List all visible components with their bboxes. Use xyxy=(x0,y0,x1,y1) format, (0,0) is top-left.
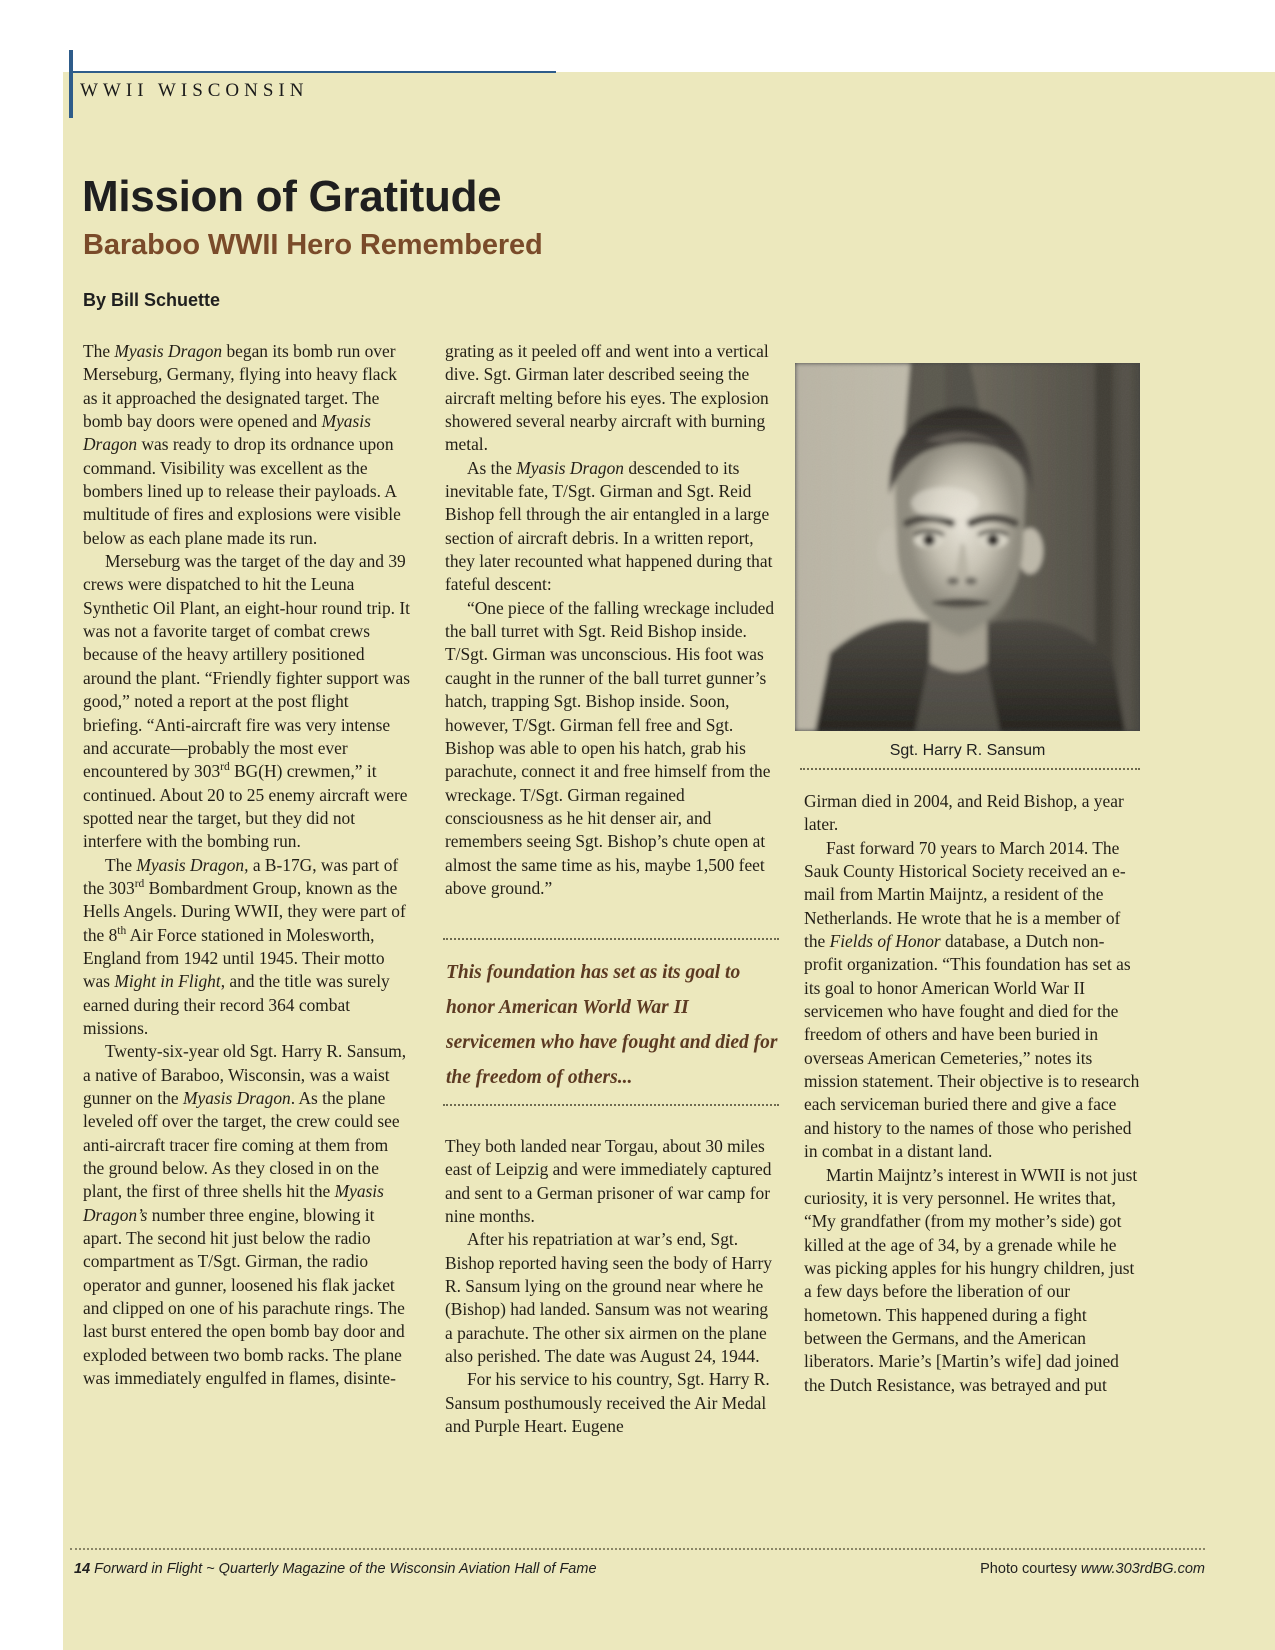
body-paragraph: Twenty-six-year old Sgt. Harry R. Sansum, a native of Baraboo, Wisconsin, was a waist gunner on the Myasis Dragon. As the plane leveled off over the target, the crew could see anti-aircraft tracer fire coming at them from the ground below. As they closed in on the plant, the first of three shells hit the Myasis Dragon’s number three engine, blowing it apart. The second hit just below the radio compartment as T/Sgt. Girman, the radio operator and gunner, loosened his flak jacket and clipped on one of his parachute rings. The last burst entered the open bomb bay door and exploded between two bomb racks. The plane was immediately engulfed in flames, disinte- xyxy=(83,1041,407,1389)
body-paragraph: grating as it peeled off and went into a vertical dive. Sgt. Girman later described seeing the aircraft melting before his eyes. The explosion showered several nearby aircraft with burning metal. xyxy=(445,341,769,455)
body-paragraph: For his service to his country, Sgt. Harry R. Sansum posthumously received the Air Medal and Purple Heart. Eugene xyxy=(445,1369,770,1437)
body-paragraph: They both landed near Torgau, about 30 miles east of Leipzig and were immediately captured and sent to a German prisoner of war camp for nine months. xyxy=(445,1136,772,1227)
photo-caption: Sgt. Harry R. Sansum xyxy=(889,742,1046,759)
section-kicker: WWII WISCONSIN xyxy=(80,80,309,101)
body-column-2-lower xyxy=(445,1135,777,1438)
body-paragraph: Girman died in 2004, and Reid Bishop, a year later. xyxy=(804,791,1124,835)
pullquote: This foundation has set as its goal to honor American World War II servicemen who have fought and died for the freedom of others... xyxy=(446,962,778,1088)
byline: By Bill Schuette xyxy=(83,290,221,310)
footer-credit-prefix: Photo courtesy xyxy=(980,1561,1081,1577)
footer-page-number: 14 xyxy=(74,1561,91,1577)
body-column-2-upper xyxy=(445,340,777,900)
body-paragraph: Fast forward 70 years to March 2014. The Sauk County Historical Society received an e-mail from Martin Maijntz, a resident of the Netherlands. He wrote that he is a member of the Fields of Honor database, a Dutch non-profit organization. “This foundation has set as its goal to honor American World War II servicemen who have fought and died for the freedom of others and have been buried in overseas American Cemeteries,” notes its mission statement. Their objective is to research each serviceman buried there and give a face and history to the names of those who perished in combat in a distant land. xyxy=(804,837,1140,1162)
body-paragraph: As the Myasis Dragon descended to its inevitable fate, T/Sgt. Girman and Sgt. Reid Bishop fell through the air entangled in a large section of aircraft debris. In a written report, they later recounted what happened during that fateful descent: xyxy=(445,457,773,595)
footer-publication-text: Forward in Flight ~ Quarterly Magazine of the Wisconsin Aviation Hall of Fame xyxy=(94,1561,597,1577)
page-title: Mission of Gratitude xyxy=(82,172,502,221)
body-paragraph: The Myasis Dragon began its bomb run over Merseburg, Germany, flying into heavy flack as it approached the designated target. The bomb bay doors were opened and Myasis Dragon was ready to drop its ordnance upon command. Visibility was excellent as the bombers lined up to release their payloads. A multitude of fires and explosions were visible below as each plane made its run. xyxy=(83,341,401,548)
body-column-1 xyxy=(83,340,410,1390)
portrait-photo xyxy=(795,363,1140,731)
page-subtitle: Baraboo WWII Hero Remembered xyxy=(83,229,543,261)
pullquote-rule-bottom xyxy=(443,1104,779,1106)
body-paragraph: “One piece of the falling wreckage included the ball turret with Sgt. Reid Bishop inside. T/Sgt. Girman was unconscious. His foot was caught in the runner of the ball turret gunner’s hatch, trapping Sgt. Bishop inside. Soon, however, T/Sgt. Girman fell free and Sgt. Bishop was able to open his hatch, grab his parachute, connect it and free himself from the wreckage. T/Sgt. Girman regained consciousness as he hit denser air, and remembers seeing Sgt. Bishop’s chute open at almost the same time as his, maybe 1,500 feet above ground.” xyxy=(445,597,775,898)
caption-rule xyxy=(800,768,1140,770)
footer-credit-source: www.303rdBG.com xyxy=(1080,1561,1205,1577)
body-paragraph: Martin Maijntz’s interest in WWII is not just curiosity, it is very personnel. He writes that, “My grandfather (from my mother’s side) got killed at the age of 34, by a grenade while he was picking apples for his hungry children, just a few days before the liberation of our hometown. This happened during a fight between the Germans, and the American liberators. Marie’s [Martin’s wife] dad joined the Dutch Resistance, was betrayed and put xyxy=(804,1164,1138,1395)
body-column-3 xyxy=(804,790,1140,1397)
body-paragraph: After his repatriation at war’s end, Sgt. Bishop reported having seen the body of Harry R. Sansum lying on the ground near where he (Bishop) had landed. Sansum was not wearing a parachute. The other six airmen on the plane also perished. The date was August 24, 1944. xyxy=(445,1229,772,1367)
body-paragraph: Merseburg was the target of the day and 39 crews were dispatched to hit the Leuna Synthetic Oil Plant, an eight-hour round trip. It was not a favorite target of combat crews because of the heavy artillery positioned around the plant. “Friendly fighter support was good,” noted a report at the post flight briefing. “Anti-aircraft fire was very intense and accurate—probably the most ever encountered by 303rd BG(H) crewmen,” it continued. About 20 to 25 enemy aircraft were spotted near the target, but they did not interfere with the bombing run. xyxy=(83,551,410,852)
footer-rule xyxy=(70,1548,1205,1550)
header-accent-bar xyxy=(69,50,73,118)
footer-photo-credit xyxy=(980,1561,1205,1577)
header-rule xyxy=(70,71,556,73)
body-paragraph: The Myasis Dragon, a B-17G, was part of the 303rd Bombardment Group, known as the Hells Angels. During WWII, they were part of the 8th Air Force stationed in Molesworth, England from 1942 until 1945. Their motto was Might in Flight, and the title was surely earned during their record 364 combat missions. xyxy=(83,854,406,1038)
pullquote-rule-top xyxy=(443,938,779,940)
portrait-photo-image xyxy=(795,363,1140,731)
footer-publication xyxy=(74,1561,597,1577)
